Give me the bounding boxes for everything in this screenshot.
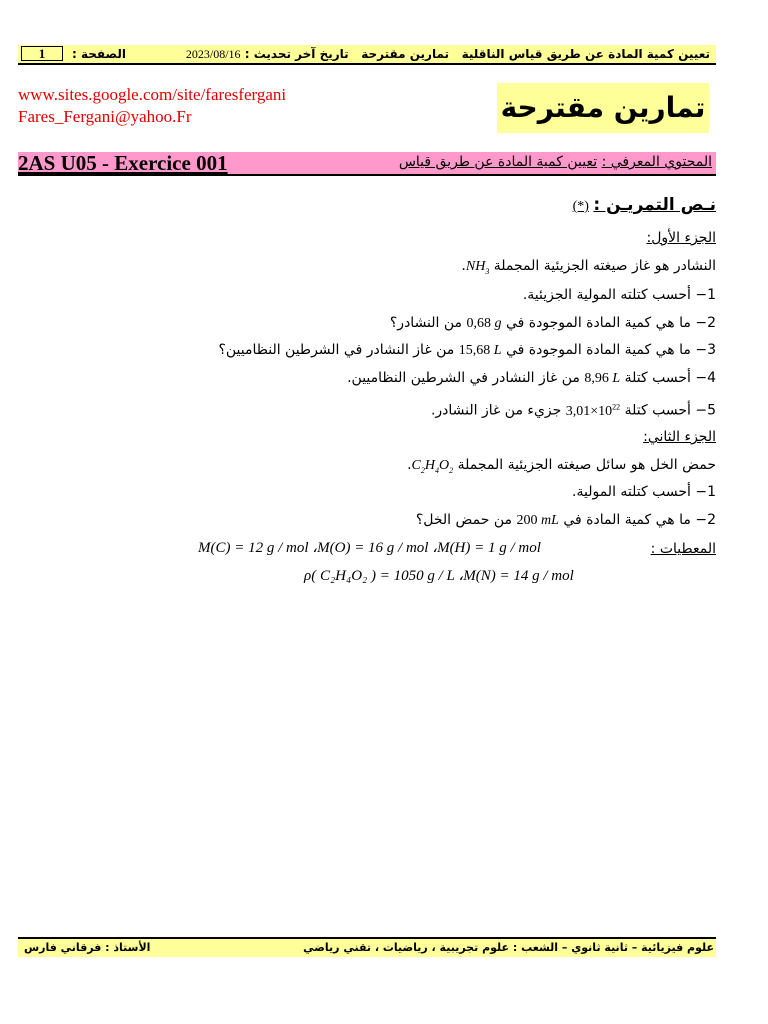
q2-text-a: 2− ما هي كمية المادة الموجودة في bbox=[505, 315, 716, 331]
q3-text-b: من غاز النشادر في الشرطين النظاميين؟ bbox=[218, 342, 455, 358]
footer-teacher: الأستاذ : فرقاني فارس bbox=[24, 941, 151, 954]
footer-subject: علوم فيزيائية – ثانية ثانوي – الشعب : علوم تجريبية ، رياضيات ، تقني رياضي bbox=[303, 941, 714, 954]
contact-block bbox=[18, 84, 286, 128]
data-line-1: M(C) = 12 g / mol ،M(O) = 16 g / mol ،M(H) = 1 g / mol bbox=[198, 540, 541, 556]
p2q2-number: 200 bbox=[516, 513, 538, 528]
q4-unit: L bbox=[612, 371, 621, 386]
p2q2-value bbox=[516, 513, 558, 528]
content-label: المحتوي المعرفي : bbox=[601, 154, 712, 170]
part1-q4 bbox=[347, 369, 716, 388]
exercise-bar bbox=[18, 152, 716, 176]
page-label: الصفحة : bbox=[72, 47, 126, 61]
email-link[interactable]: Fares_Fergani@yahoo.Fr bbox=[18, 107, 192, 126]
statement-title: نـص التمريـن : bbox=[593, 195, 716, 215]
header-title: تعيين كمية المادة عن طريق قياس الناقلية bbox=[461, 47, 710, 61]
header-category: تمارين مقترحة bbox=[361, 47, 450, 61]
part1-intro: النشادر هو غاز صيغته الجزيئية المجملة $NH_3$. bbox=[461, 258, 716, 276]
content-value: تعيين كمية المادة عن طريق قياس bbox=[398, 154, 598, 170]
part2-q2 bbox=[416, 511, 716, 530]
content-heading bbox=[399, 154, 712, 170]
nh3-formula bbox=[466, 259, 489, 274]
difficulty-level: (*) bbox=[572, 199, 589, 214]
q5-text-a: 5− أحسب كتلة bbox=[624, 402, 716, 419]
p2q2-text-a: 2− ما هي كمية المادة في bbox=[563, 512, 716, 528]
q4-text-a: 4− أحسب كتلة bbox=[624, 370, 716, 386]
q3-unit: L bbox=[493, 343, 502, 358]
q4-text-b: من غاز النشادر في الشرطين النظاميين. bbox=[347, 370, 580, 386]
part1-q1: 1− أحسب كتلته المولية الجزيئية. bbox=[522, 287, 716, 303]
update-date: 2023/08/16 bbox=[185, 47, 241, 61]
exercise-code: 2AS U05 - Exercice 001 bbox=[18, 151, 228, 175]
q3-text-a: 3− ما هي كمية المادة الموجودة في bbox=[505, 342, 716, 358]
p2q2-unit: mL bbox=[540, 513, 559, 528]
q4-value bbox=[584, 371, 620, 386]
nh3-sub: 3 bbox=[485, 266, 490, 276]
q4-number: 8,96 bbox=[584, 371, 609, 386]
q2-unit: g bbox=[494, 316, 502, 331]
big-title: تمارين مقترحة bbox=[497, 83, 709, 133]
part2-intro: حمض الخل هو سائل صيغته الجزيئية المجملة $C_2H_4O_2$. bbox=[407, 457, 716, 475]
q5-exponent: 22 bbox=[612, 402, 621, 411]
part1-title: الجزء الأول: bbox=[646, 230, 716, 246]
q5-text-b: جزيء من غاز النشادر. bbox=[430, 402, 562, 419]
q2-text-b: من النشادر؟ bbox=[389, 315, 463, 331]
p2q2-text-b: من حمض الخل؟ bbox=[415, 512, 513, 528]
part2-intro-text: حمض الخل هو سائل صيغته الجزيئية المجملة bbox=[457, 457, 716, 473]
header-bar bbox=[18, 45, 716, 65]
q5-value bbox=[566, 404, 620, 419]
site-link[interactable]: www.sites.google.com/site/faresfergani bbox=[18, 85, 287, 104]
q3-value bbox=[459, 343, 502, 358]
statement-heading bbox=[573, 196, 716, 216]
part1-q2 bbox=[390, 314, 716, 333]
page-number: 1 bbox=[21, 46, 63, 61]
nh3-symbol: NH bbox=[465, 259, 486, 274]
data-label: المعطيات : bbox=[650, 541, 716, 557]
data-line-2: ρ( C₂H₄O₂ ) = 1050 g / L ،M(N) = 14 g / mol bbox=[304, 568, 574, 584]
acetic-formula: $C_2H_4O_2$ bbox=[411, 458, 454, 475]
q2-number: 0,68 bbox=[466, 316, 491, 331]
header-title-group bbox=[186, 47, 710, 62]
part1-q5 bbox=[431, 398, 716, 421]
q2-value bbox=[467, 316, 502, 331]
part2-title: الجزء الثاني: bbox=[643, 429, 716, 445]
q5-number: 3,01×10 bbox=[565, 403, 613, 419]
q3-number: 15,68 bbox=[458, 343, 491, 358]
part1-q3 bbox=[218, 341, 716, 360]
part2-q1: 1− أحسب كتلته المولية. bbox=[572, 484, 716, 500]
footer-bar bbox=[18, 937, 716, 957]
part1-intro-text: النشادر هو غاز صيغته الجزيئية المجملة bbox=[493, 258, 716, 274]
update-label: تاريخ آخر تحديث : bbox=[244, 47, 349, 61]
